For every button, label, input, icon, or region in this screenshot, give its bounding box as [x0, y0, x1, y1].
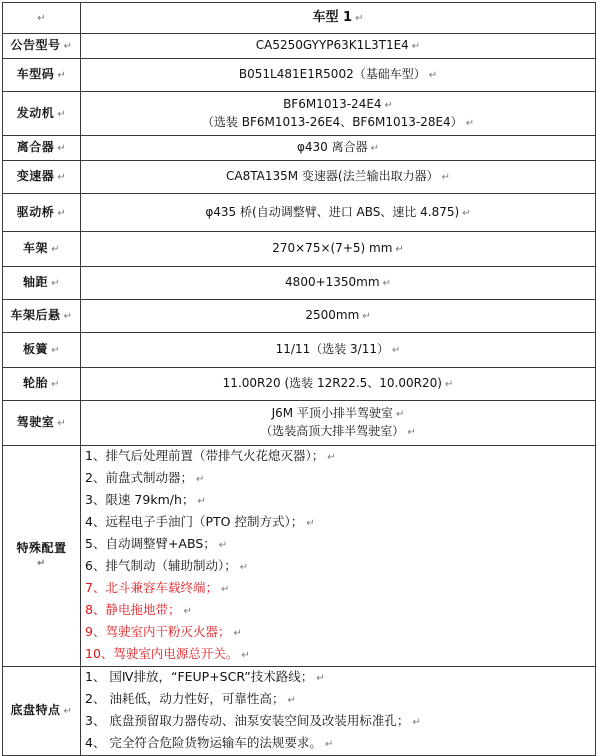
spec-value-line [85, 204, 591, 222]
spec-label: 轮胎 [23, 376, 49, 390]
spec-label-cell [3, 446, 81, 667]
special-config-item [85, 512, 591, 534]
spec-value-text: J6M 平顶小排半驾驶室 [271, 406, 393, 420]
chassis-feature-text: 1、 国Ⅳ排放，“FEUP+SCR”技术路线； [85, 669, 314, 684]
spec-row-special-config [3, 446, 596, 667]
chassis-features-cell [81, 667, 596, 756]
spec-value-cell [81, 194, 596, 232]
paragraph-mark: ↵ [197, 496, 206, 507]
spec-label: 公告型号 [10, 38, 61, 52]
paragraph-mark: ↵ [218, 540, 228, 551]
spec-row-transmission [3, 161, 596, 194]
paragraph-mark: ↵ [37, 558, 46, 569]
chassis-feature-text: 4、 完全符合危险货物运输车的法规要求。 [85, 735, 322, 750]
paragraph-mark: ↵ [441, 172, 450, 183]
spec-value-line [85, 274, 591, 292]
spec-value-line [85, 66, 591, 84]
paragraph-mark: ↵ [411, 41, 421, 52]
paragraph-mark: ↵ [382, 278, 391, 289]
special-config-item [85, 644, 591, 666]
special-config-text: 3、限速 79km/h； [85, 492, 195, 507]
spec-label: 变速器 [16, 169, 55, 183]
spec-label: 驱动桥 [16, 204, 55, 219]
header-title-cell: 车型 1 ↵ [81, 3, 596, 34]
special-config-text: 9、驾驶室内干粉灭火器； [85, 624, 231, 639]
paragraph-mark: ↵ [370, 143, 380, 154]
spec-value-cell [81, 161, 596, 194]
special-config-text: 8、静电拖地带； [85, 602, 181, 617]
spec-row-frame [3, 232, 596, 267]
paragraph-mark: ↵ [51, 379, 60, 390]
spec-value-text: （选装高顶大排半驾驶室） [260, 424, 405, 438]
spec-label: 特殊配置 [16, 541, 67, 555]
spec-value-text: （选装 BF6M1013-26E4、BF6M1013-28E4） [201, 114, 463, 129]
spec-row-cab [3, 401, 596, 446]
paragraph-mark: ↵ [395, 244, 404, 255]
special-config-item [85, 490, 591, 512]
spec-label-cell [3, 300, 81, 333]
spec-value-text: 11/11（选装 3/11） [275, 342, 389, 356]
spec-value-text: B051L481E1R5002（基础车型） [238, 67, 426, 81]
spec-value-cell [81, 368, 596, 401]
spec-value-cell [81, 92, 596, 136]
spec-label: 底盘特点 [10, 703, 61, 717]
spec-value-line [85, 405, 591, 423]
spec-row-drive-axle [3, 194, 596, 232]
spec-value-cell [81, 34, 596, 59]
spec-row-chassis-features [3, 667, 596, 756]
paragraph-mark: ↵ [306, 518, 315, 529]
spec-value-text: 4800+1350mm [285, 275, 380, 289]
spec-label: 轴距 [23, 275, 49, 289]
paragraph-mark: ↵ [362, 311, 371, 322]
spec-value-cell [81, 267, 596, 300]
spec-value-text: CA8TA135M 变速器(法兰输出取力器） [226, 169, 439, 183]
spec-label-cell [3, 136, 81, 161]
spec-value-cell [81, 333, 596, 368]
paragraph-mark: ↵ [57, 108, 67, 120]
spec-row-wheelbase [3, 267, 596, 300]
spec-value-text: φ435 桥(自动调整臂、进口 ABS、速比 4.875) [205, 204, 460, 219]
paragraph-mark: ↵ [428, 70, 438, 81]
spec-row-engine [3, 92, 596, 136]
paragraph-mark: ↵ [239, 562, 249, 573]
spec-value-text: 2500mm [305, 308, 360, 322]
paragraph-mark: ↵ [327, 452, 336, 463]
spec-row-model-code [3, 59, 596, 92]
spec-value-line [85, 375, 591, 393]
spec-value-line [85, 341, 591, 359]
special-config-text: 2、前盘式制动器； [85, 470, 193, 485]
paragraph-mark: ↵ [57, 172, 67, 183]
chassis-feature-text: 2、 油耗低，动力性好，可靠性高； [85, 691, 285, 706]
spec-value-line [85, 307, 591, 325]
chassis-feature-item [85, 667, 591, 689]
chassis-feature-item [85, 711, 591, 733]
spec-value-line [85, 114, 591, 132]
paragraph-mark: ↵ [51, 278, 60, 289]
chassis-feature-item [85, 733, 591, 755]
spec-value-cell [81, 59, 596, 92]
spec-label-cell [3, 667, 81, 756]
special-config-item [85, 556, 591, 578]
special-config-item [85, 622, 591, 644]
spec-row-clutch [3, 136, 596, 161]
paragraph-mark: ↵ [324, 739, 334, 750]
paragraph-mark: ↵ [63, 706, 73, 717]
paragraph-mark: ↵ [63, 311, 73, 322]
spec-value-cell [81, 232, 596, 267]
paragraph-mark: ↵ [462, 207, 471, 219]
paragraph-mark: ↵ [316, 673, 325, 684]
paragraph-mark: ↵ [241, 650, 250, 661]
special-config-text: 7、北斗兼容车载终端； [85, 580, 218, 595]
chassis-feature-item [85, 689, 591, 711]
special-config-cell [81, 446, 596, 667]
spec-label-cell [3, 333, 81, 368]
paragraph-mark: ↵ [57, 207, 67, 219]
spec-label-cell [3, 401, 81, 446]
paragraph-mark: ↵ [183, 606, 192, 617]
spec-value-cell [81, 136, 596, 161]
spec-value-text: CA5250GYYP63K1L3T1E4 [255, 38, 409, 52]
spec-label-cell [3, 232, 81, 267]
spec-value-text: BF6M1013-24E4 [283, 96, 382, 111]
spec-value-text: 11.00R20 (选装 12R22.5、10.00R20) [222, 376, 442, 390]
header-corner-cell: ↵ [3, 3, 81, 34]
spec-value-line [85, 423, 591, 441]
special-config-text: 10、驾驶室内电源总开关。 [85, 646, 239, 661]
model-title: 车型 1 [312, 10, 353, 25]
special-config-text: 5、自动调整臂+ABS； [85, 536, 216, 551]
spec-label-cell [3, 368, 81, 401]
paragraph-mark: ↵ [195, 474, 205, 485]
paragraph-mark: ↵ [57, 418, 67, 429]
paragraph-mark: ↵ [233, 628, 242, 639]
paragraph-mark: ↵ [407, 427, 416, 438]
special-config-item [85, 600, 591, 622]
spec-value-text: φ430 离合器 [296, 140, 368, 154]
spec-value-cell [81, 401, 596, 446]
spec-row-tire [3, 368, 596, 401]
paragraph-mark: ↵ [51, 244, 60, 255]
paragraph-mark: ↵ [395, 409, 405, 420]
paragraph-mark: ↵ [384, 99, 393, 111]
spec-label-cell [3, 34, 81, 59]
special-config-item [85, 468, 591, 490]
spec-value-cell [81, 300, 596, 333]
special-config-text: 6、排气制动（辅助制动）； [85, 558, 237, 573]
spec-label-cell [3, 194, 81, 232]
spec-label: 车架后悬 [10, 308, 61, 322]
special-config-item [85, 578, 591, 600]
spec-value-text: 270×75×(7+5) mm [272, 241, 393, 255]
paragraph-mark: ↵ [57, 143, 67, 154]
spec-label: 离合器 [16, 140, 55, 154]
spec-label: 驾驶室 [16, 415, 55, 429]
spec-label: 车架 [23, 241, 49, 255]
spec-value-line [85, 37, 591, 55]
spec-label-cell [3, 161, 81, 194]
spec-label: 车型码 [16, 67, 55, 81]
paragraph-mark: ↵ [51, 345, 60, 356]
paragraph-mark: ↵ [465, 117, 475, 129]
spec-label-cell [3, 59, 81, 92]
paragraph-mark: ↵ [412, 717, 421, 728]
spec-value-line [85, 168, 591, 186]
spec-label-cell [3, 267, 81, 300]
spec-label-cell [3, 92, 81, 136]
special-config-text: 1、排气后处理前置（带排气火花熄灭器）； [85, 448, 325, 463]
paragraph-mark: ↵ [391, 345, 401, 356]
spec-row-announcement-model [3, 34, 596, 59]
spec-label: 发动机 [16, 105, 55, 120]
special-config-text: 4、远程电子手油门（PTO 控制方式）； [85, 514, 304, 529]
spec-value-line [85, 139, 591, 157]
header-row [3, 3, 596, 34]
paragraph-mark: ↵ [63, 41, 73, 52]
special-config-item [85, 446, 591, 468]
spec-label: 板簧 [23, 342, 49, 356]
paragraph-mark: ↵ [57, 70, 67, 81]
paragraph-mark: ↵ [220, 584, 230, 595]
spec-value-line [85, 96, 591, 114]
spec-row-rear-overhang [3, 300, 596, 333]
paragraph-mark: ↵ [444, 379, 454, 390]
spec-row-leaf-spring [3, 333, 596, 368]
chassis-feature-text: 3、 底盘预留取力器传动、油泵安装空间及改装用标准孔； [85, 713, 410, 728]
vehicle-spec-table [2, 2, 596, 756]
paragraph-mark: ↵ [287, 695, 296, 706]
special-config-item [85, 534, 591, 556]
spec-value-line [85, 240, 591, 258]
